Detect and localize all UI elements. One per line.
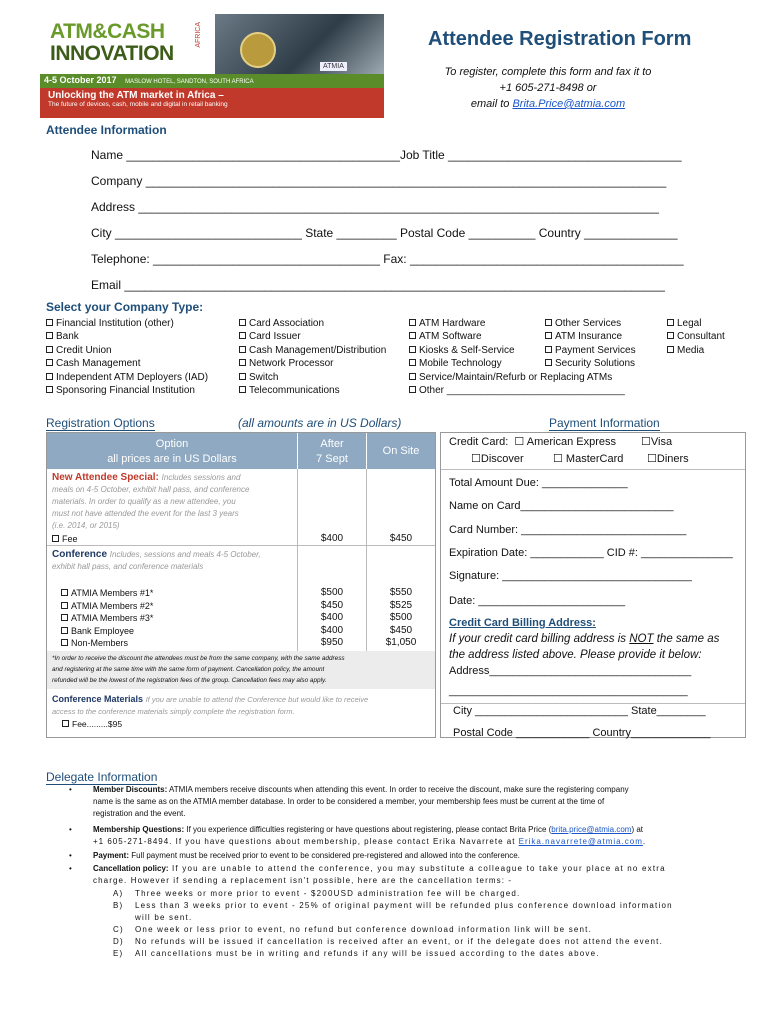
b2-line-2: +1 605-271-8494. If you have questions about membership, please contact Erika Navarrete at — [93, 837, 519, 846]
checkbox-icon[interactable] — [409, 346, 416, 353]
tagline-sub: The future of devices, cash, mobile and digital in retail banking — [48, 101, 228, 108]
member-option-label: ATMIA Members #3* — [71, 613, 154, 623]
company-type-col-5 — [667, 317, 725, 357]
company-type-label: Cash Management/Distribution — [249, 344, 387, 356]
payment-divider — [441, 703, 745, 704]
term-key: B) — [113, 901, 124, 910]
brita-email-link[interactable]: brita.price@atmia.com — [551, 825, 632, 834]
footnote-line-3: refunded will be the lowest of the registration fees of the group. Cancellation fees may also apply. — [52, 677, 327, 684]
member-price: $550 — [389, 587, 413, 598]
diners-option[interactable]: ☐Diners — [647, 453, 689, 465]
company-field[interactable]: Company ______________________________________________________________________________ — [91, 174, 667, 188]
cancellation-term — [113, 912, 733, 924]
company-type-option[interactable] — [46, 330, 208, 343]
logo-region: AFRICA — [195, 22, 202, 48]
logo-line-2: INNOVATION — [50, 42, 174, 65]
diners-label: Diners — [656, 453, 689, 465]
term-text: No refunds will be issued if cancellation is received after an event, or if the delegate does not attend the event. — [135, 937, 664, 946]
checkbox-icon[interactable] — [61, 614, 68, 621]
billing-text-1 — [449, 633, 719, 645]
member-price: $450 — [389, 624, 413, 636]
company-type-option[interactable] — [239, 384, 386, 397]
row-divider — [47, 545, 435, 546]
checkbox-icon[interactable] — [545, 346, 552, 353]
bullet-member-discounts — [69, 784, 733, 820]
credit-card-row — [449, 435, 616, 448]
billing-heading: Credit Card Billing Address: — [449, 617, 596, 629]
seal-icon — [240, 32, 276, 68]
visa-label: Visa — [650, 436, 673, 448]
company-type-label: Other Services — [555, 318, 622, 329]
total-amount-field[interactable]: Total Amount Due: ______________ — [449, 477, 628, 489]
event-venue: MASLOW HOTEL, SANDTON, SOUTH AFRICA — [125, 79, 254, 85]
materials-desc-2: access to the conference materials simply complete the registration form. — [52, 707, 295, 716]
billing-city-state-field[interactable]: City _________________________ State________ — [453, 705, 706, 717]
company-type-label: Mobile Technology — [419, 358, 502, 370]
b4-line-2: charge. However if sending a replacement isn't possible, here are the cancellation terms: - — [93, 876, 513, 885]
cancellation-term — [113, 948, 733, 960]
b1-line-3: registration and the event. — [93, 809, 186, 818]
special-fee-label: Fee — [62, 534, 78, 544]
footnote-line-1: *In order to receive the discount the attendees must be from the same company, with the same address — [52, 655, 345, 662]
bullet-cancellation — [69, 863, 733, 887]
cancellation-term — [113, 888, 733, 900]
b2-line-1-end: ) at — [631, 825, 644, 834]
company-type-option[interactable] — [46, 384, 208, 397]
b2-line-1: If you experience difficulties registering or have questions about registering, please contact Brita Price ( — [184, 825, 552, 834]
member-option-label: ATMIA Members #2* — [71, 600, 154, 611]
address-field[interactable]: Address ______________________________________________________________________________ — [91, 200, 659, 214]
billing-text-2: the address listed above. Please provide it below: — [449, 649, 702, 661]
company-type-option[interactable] — [239, 357, 386, 370]
member-onsite-prices — [367, 587, 435, 650]
register-line-3: email to — [470, 98, 513, 110]
mastercard-option[interactable]: ☐ MasterCard — [553, 453, 624, 465]
checkbox-icon[interactable] — [46, 319, 53, 326]
materials-fee-checkbox[interactable] — [62, 718, 432, 731]
company-type-col-2 — [239, 317, 386, 397]
cancellation-term — [113, 900, 733, 912]
checkbox-icon[interactable] — [545, 319, 552, 326]
materials-fee-label: Fee.........$95 — [72, 719, 123, 729]
b1-line-2: name is the same as on the ATMIA member database. In order to be considered a member, your membership fees must be current at the time of — [93, 797, 605, 806]
checkbox-icon[interactable] — [239, 346, 246, 353]
special-desc-5: (i.e. 2014, or 2015) — [52, 521, 120, 530]
member-price: $500 — [389, 612, 413, 623]
member-option[interactable] — [61, 625, 291, 638]
billing-text-not: NOT — [629, 633, 654, 645]
banner-date — [40, 74, 384, 88]
checkbox-icon[interactable] — [61, 602, 68, 609]
company-type-label: Payment Services — [555, 344, 636, 356]
header-onsite: On Site — [367, 433, 435, 469]
company-type-option[interactable] — [545, 317, 636, 330]
header-after — [298, 433, 366, 469]
amex-label: American Express — [526, 436, 616, 448]
signature-field[interactable]: Signature: _______________________________ — [449, 570, 692, 582]
company-type-label: ATM Insurance — [555, 331, 623, 343]
special-title: New Attendee Special: — [52, 472, 159, 483]
checkbox-icon[interactable] — [545, 359, 552, 366]
discover-option[interactable]: ☐Discover — [471, 453, 524, 465]
member-price: $525 — [389, 599, 413, 611]
company-type-option[interactable] — [239, 330, 386, 343]
checkbox-icon[interactable] — [545, 332, 552, 339]
member-price: $500 — [320, 587, 344, 598]
company-type-label: Card Association — [249, 318, 325, 329]
checkbox-icon[interactable] — [239, 332, 246, 339]
company-type-option[interactable] — [545, 344, 636, 357]
member-price: $950 — [320, 637, 344, 648]
checkbox-icon[interactable] — [52, 535, 59, 542]
logo-line-1: ATM&CASH — [50, 20, 165, 43]
term-key: D) — [113, 937, 124, 946]
term-text: All cancellations must be in writing and refunds if any will be issued according to the dates above. — [135, 949, 600, 958]
bullet-icon: • — [69, 851, 72, 860]
card-number-field[interactable]: Card Number: ___________________________ — [449, 524, 687, 536]
checkbox-icon[interactable] — [239, 373, 246, 380]
billing-address-field[interactable]: Address_________________________________ — [449, 665, 692, 677]
name-jobtitle-field[interactable]: Name _________________________________________Job Title ___________________________________ — [91, 148, 682, 162]
expiration-cid-field[interactable]: Expiration Date: ____________ CID #: _______________ — [449, 547, 733, 559]
register-instructions — [430, 64, 666, 112]
bullet-membership-questions: • Membership Questions: If you experience difficulties registering or have questions about registering, please contact Brita Price (brita.price@atmia.com) at +1 605-271-8494. If you have questions about membership, please contact Erika Navarrete at Erika.navarrete@atmia.com. — [69, 825, 647, 846]
company-type-option[interactable] — [46, 344, 208, 357]
checkbox-icon[interactable] — [409, 373, 416, 380]
member-price: $450 — [320, 599, 344, 611]
tagline-main: Unlocking the ATM market in Africa – — [48, 90, 224, 101]
b4-line-1: If you are unable to attend the conference, you may substitute a colleague to take your place at no extra — [168, 864, 666, 873]
checkbox-icon[interactable] — [46, 386, 53, 393]
registration-currency-note: (all amounts are in US Dollars) — [238, 416, 402, 430]
b1-line-1: ATMIA members receive discounts when attending this event. In order to receive the discount, make sure the registering company — [167, 785, 629, 794]
cancellation-terms — [113, 888, 733, 960]
new-attendee-cell — [52, 471, 298, 544]
mastercard-label: MasterCard — [565, 453, 624, 465]
member-price: $400 — [320, 624, 344, 636]
b2-title: Membership Questions: — [93, 825, 185, 834]
bullet-icon: • — [69, 864, 72, 873]
name-on-card-field[interactable]: Name on Card_________________________ — [449, 500, 674, 512]
company-type-col-4 — [545, 317, 636, 371]
term-text: One week or less prior to event, no refund but conference download information link will be sent. — [135, 925, 593, 934]
company-type-label: Card Issuer — [249, 331, 301, 343]
billing-address-line-2[interactable]: _______________________________________ — [449, 685, 688, 697]
company-type-label: Kiosks & Self-Service — [419, 344, 515, 356]
billing-text-1b: the same as — [653, 633, 720, 645]
checkbox-icon[interactable] — [46, 346, 53, 353]
checkbox-icon[interactable] — [409, 359, 416, 366]
city-state-postal-field[interactable]: City ____________________________ State _________ Postal Code __________ Country ______________ — [91, 226, 678, 240]
special-desc-4: must not have attended the event for the last 3 years — [52, 509, 239, 518]
member-options — [61, 587, 291, 650]
b1-title: Member Discounts: — [93, 785, 168, 794]
bullet-icon: • — [69, 825, 72, 834]
company-type-heading: Select your Company Type: — [46, 300, 204, 314]
registration-heading: Registration Options — [46, 416, 155, 430]
billing-postal-country-field[interactable]: Postal Code ____________ Country_____________ — [453, 727, 711, 739]
company-type-option[interactable] — [667, 330, 725, 343]
company-type-label: ATM Hardware — [419, 318, 486, 329]
member-option[interactable] — [61, 637, 291, 650]
company-type-label: Independent ATM Deployers (IAD) — [56, 371, 209, 383]
member-price: $400 — [320, 612, 344, 623]
atmia-logo: ATMIA — [320, 62, 347, 71]
attendee-heading: Attendee Information — [46, 123, 167, 137]
company-type-option[interactable] — [46, 371, 208, 384]
footnote-line-2: and registering at the same time with the same form of payment. Cancellation policy, the amount — [52, 666, 325, 673]
company-type-label: Consultant — [677, 331, 725, 343]
member-price: $1,050 — [385, 637, 417, 648]
company-type-label: Cash Management — [56, 358, 141, 370]
bullet-icon: • — [69, 785, 72, 794]
billing-text-1a: If your credit card billing address is — [449, 633, 630, 645]
payment-divider — [441, 469, 745, 470]
special-desc-2: meals on 4-5 October, exhibit hall pass, and conference — [52, 485, 250, 494]
event-date: 4-5 October 2017 — [44, 75, 117, 85]
discover-label: Discover — [480, 453, 524, 465]
header-option — [47, 433, 297, 469]
company-type-label: Credit Union — [56, 344, 112, 356]
conference-desc-2: exhibit hall pass, and conference materials — [52, 562, 204, 571]
checkbox-icon[interactable] — [46, 332, 53, 339]
checkbox-icon[interactable] — [61, 627, 68, 634]
member-option[interactable] — [61, 612, 291, 625]
member-footnote — [47, 651, 435, 689]
materials-desc-1: If you are unable to attend the Conference but would like to receive — [145, 695, 369, 704]
term-key: C) — [113, 925, 124, 934]
checkbox-icon[interactable] — [409, 332, 416, 339]
checkbox-icon[interactable] — [239, 359, 246, 366]
checkbox-icon[interactable] — [667, 319, 674, 326]
header-after-date: 7 Sept — [316, 453, 348, 465]
event-banner — [40, 14, 384, 118]
special-desc-1: Includes sessions and — [161, 473, 241, 482]
header-option-label: Option — [155, 438, 189, 450]
b3-title: Payment: — [93, 851, 130, 860]
checkbox-icon[interactable] — [62, 720, 69, 727]
conference-cell — [52, 549, 298, 573]
conference-desc-1: Includes, sessions and meals 4-5 October, — [109, 550, 261, 559]
special-onsite-price: $450 — [389, 533, 413, 544]
special-after-price: $400 — [320, 533, 344, 544]
credit-card-label: Credit Card: — [449, 436, 509, 448]
erika-email-link[interactable]: Erika.navarrete@atmia.com — [518, 837, 643, 846]
visa-option[interactable]: ☐Visa — [641, 436, 673, 448]
company-type-label: Financial Institution (other) — [56, 318, 174, 329]
b4-title: Cancellation policy: — [93, 864, 169, 873]
company-type-option[interactable] — [667, 344, 725, 357]
member-option[interactable] — [61, 600, 291, 613]
delegate-heading: Delegate Information — [46, 770, 158, 784]
checkbox-icon[interactable] — [667, 332, 674, 339]
cancellation-term — [113, 924, 733, 936]
company-type-option[interactable] — [409, 384, 625, 397]
special-desc-3: materials. In order to qualify as a new attendee, you — [52, 497, 236, 506]
register-line-2: +1 605-271-8498 or — [499, 82, 597, 94]
company-type-label: Security Solutions — [555, 358, 636, 370]
register-email-link[interactable]: Brita.Price@atmia.com — [512, 98, 626, 110]
company-type-label: Media — [677, 344, 705, 356]
company-type-option[interactable] — [409, 371, 625, 384]
conference-title: Conference — [52, 549, 108, 560]
bullet-payment — [69, 850, 733, 862]
email-field[interactable]: Email _________________________________________________________________________________ — [91, 278, 665, 292]
checkbox-icon[interactable] — [46, 359, 53, 366]
header-after-label: After — [320, 438, 344, 450]
term-text: Three weeks or more prior to event - $200USD administration fee will be charged. — [135, 889, 521, 898]
materials-cell — [52, 693, 432, 731]
amex-option[interactable]: ☐ American Express — [511, 436, 616, 448]
registration-table — [46, 432, 436, 738]
checkbox-icon[interactable] — [61, 589, 68, 596]
payment-box — [440, 432, 746, 738]
form-title: Attendee Registration Form — [428, 28, 692, 50]
column-divider — [297, 469, 298, 651]
header-option-sub: all prices are in US Dollars — [107, 453, 237, 465]
company-type-label: Legal — [677, 318, 702, 329]
member-option-label: Bank Employee — [71, 625, 135, 636]
company-type-option[interactable] — [46, 317, 208, 330]
payment-heading: Payment Information — [549, 416, 660, 430]
special-fee-checkbox[interactable] — [52, 534, 298, 544]
company-type-option[interactable] — [239, 344, 386, 357]
company-type-label: Switch — [249, 371, 279, 383]
term-text: Less than 3 weeks prior to event - 25% of original payment will be refunded plus conference download information — [135, 901, 673, 910]
company-type-option[interactable] — [545, 330, 636, 343]
date-field[interactable]: Date: ________________________ — [449, 595, 626, 607]
b3-line-1: Full payment must be received prior to event to be considered pre-registered and allowed into the conference. — [129, 851, 520, 860]
company-type-option[interactable] — [239, 317, 386, 330]
member-option-label: Non-Members — [71, 638, 129, 648]
member-option-label: ATMIA Members #1* — [71, 588, 154, 598]
checkbox-icon[interactable] — [239, 386, 246, 393]
term-key: A) — [113, 889, 124, 898]
company-type-col-1 — [46, 317, 208, 397]
company-type-label: Telecommunications — [249, 385, 340, 397]
company-type-label: Bank — [56, 331, 79, 343]
telephone-fax-field[interactable]: Telephone: __________________________________ Fax: _________________________________________ — [91, 252, 684, 266]
column-divider — [366, 469, 367, 651]
member-after-prices — [298, 587, 366, 650]
term-key: E) — [113, 949, 124, 958]
company-type-option[interactable] — [545, 357, 636, 370]
checkbox-icon[interactable] — [409, 386, 416, 393]
member-option[interactable] — [61, 587, 291, 600]
company-type-label: Sponsoring Financial Institution — [56, 385, 195, 397]
cancellation-term — [113, 936, 733, 948]
materials-title: Conference Materials — [52, 694, 144, 704]
company-type-option[interactable] — [239, 371, 386, 384]
term-text: will be sent. — [135, 913, 193, 922]
banner-tagline — [40, 88, 384, 118]
register-line-1: To register, complete this form and fax it to — [444, 66, 652, 78]
company-type-label: ATM Software — [419, 331, 482, 343]
company-type-option[interactable] — [667, 317, 725, 330]
company-type-label: Network Processor — [249, 358, 334, 370]
company-type-label: Other ________________________________ — [419, 385, 625, 397]
checkbox-icon[interactable] — [667, 346, 674, 353]
company-type-option[interactable] — [46, 357, 208, 370]
checkbox-icon[interactable] — [239, 319, 246, 326]
checkbox-icon[interactable] — [409, 319, 416, 326]
checkbox-icon[interactable] — [46, 373, 53, 380]
company-type-label: Service/Maintain/Refurb or Replacing ATMs — [419, 371, 613, 383]
checkbox-icon[interactable] — [61, 639, 68, 646]
